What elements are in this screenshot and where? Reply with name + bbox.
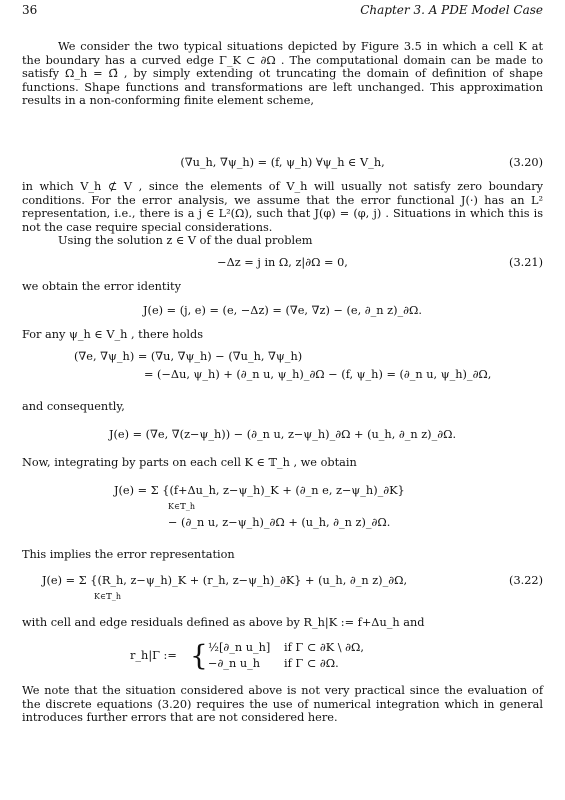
equation-holds [22,350,543,382]
equation-text: −Δz = j in Ω, z|∂Ω = 0, [217,256,348,269]
paragraph-nonconforming [22,180,543,234]
chapter-title: Chapter 3. A PDE Model Case [360,3,543,17]
paragraph-integrating [22,456,543,470]
left-brace: { [190,639,208,672]
equation-line-2: = (−Δu, ψ_h) + (∂_n u, ψ_h)_∂Ω − (f, ψ_h) = (∂_n u, ψ_h)_∂Ω, [144,368,492,381]
equation-text: J(e) = Σ {(R_h, z−ψ_h)_K + (r_h, z−ψ_h)_∂K} + (u_h, ∂_n z)_∂Ω, [42,574,408,587]
page-number: 36 [22,3,38,17]
paragraph-text: This implies the error representation [22,548,235,561]
paragraph-text: with cell and edge residuals defined as above by R_h|K := f+Δu_h and [22,616,425,629]
equation-3-21 [22,256,543,270]
equation-lhs: r_h|Γ := [130,649,177,662]
equation-integration-by-parts [22,484,543,536]
equation-number: (3.21) [509,256,543,269]
equation-text: J(e) = (j, e) = (e, −Δz) = (∇e, ∇z) − (e, ∂_n z)_∂Ω. [143,304,422,317]
equation-number: (3.20) [509,156,543,169]
paragraph-text: Now, integrating by parts on each cell K ∈ 𝕋_h , we obtain [22,456,357,469]
equation-edge-residual [22,640,543,672]
case-1-condition: if Γ ⊂ ∂K \ ∂Ω, [284,641,364,654]
paragraph-text: we obtain the error identity [22,280,181,293]
equation-line-1: J(e) = Σ {(f+Δu_h, z−ψ_h)_K + (∂_n e, z−ψ_h)_∂K} [114,484,405,497]
paragraph-text: We note that the situation considered above is not very practical since the evaluation of the discrete equations (3.20) requires the use of numerical integration which in general introduces further errors that are not considered here. [22,684,543,724]
paragraph-intro [22,40,543,108]
page-header [22,4,543,18]
equation-text: J(e) = (∇e, ∇(z−ψ_h)) − (∂_n u, z−ψ_h)_∂Ω + (u_h, ∂_n z)_∂Ω. [108,428,457,441]
paragraph-identity [22,280,543,294]
paragraph-implies [22,548,543,562]
paragraph-residuals [22,616,543,630]
paragraph-text: Using the solution z ∈ V of the dual problem [58,234,313,247]
paragraph-for-any [22,328,543,342]
equation-number: (3.22) [509,574,543,587]
equation-text: (∇u_h, ∇ψ_h) = (f, ψ_h) ∀ψ_h ∈ V_h, [180,156,385,169]
paragraph-text: For any ψ_h ∈ V_h , there holds [22,328,204,341]
paragraph-consequently [22,400,543,414]
paragraph-note [22,684,543,725]
equation-line-2: − (∂_n u, z−ψ_h)_∂Ω + (u_h, ∂_n z)_∂Ω. [168,516,391,529]
equation-3-22 [22,574,543,604]
case-2-condition: if Γ ⊂ ∂Ω. [284,657,339,670]
equation-consequently [22,428,543,442]
paragraph-text: in which V_h ⊄ V , since the elements of V_h will usually not satisfy zero boundary conditions. For the error analysis, we assume that the error functional J(·) has an L² representation, i.e., there is a j ∈ L²(Ω), such that J(φ) = (φ, j) . Situations in which this is not the case require special considerations. [22,180,543,234]
paragraph-dual [22,234,543,248]
sum-subscript: K∈𝕋_h [94,592,122,601]
paragraph-text: and consequently, [22,400,125,413]
equation-3-20 [22,156,543,170]
case-1-value: ½[∂_n u_h] [208,641,271,654]
equation-line-1: (∇e, ∇ψ_h) = (∇u, ∇ψ_h) − (∇u_h, ∇ψ_h) [74,350,303,363]
sum-subscript: K∈𝕋_h [168,502,196,511]
paragraph-text: We consider the two typical situations depicted by Figure 3.5 in which a cell K at the boundary has a curved edge Γ_K ⊂ ∂Ω . The computational domain can be made to satisfy Ω_h = Ω̄ , by simply extending ot truncating the domain of definition of shape functions. Shape functions and transformations are left unchanged. This approximation results in a non-conforming finite element scheme, [22,40,543,107]
case-2-value: −∂_n u_h [208,657,261,670]
equation-error-identity [22,304,543,318]
